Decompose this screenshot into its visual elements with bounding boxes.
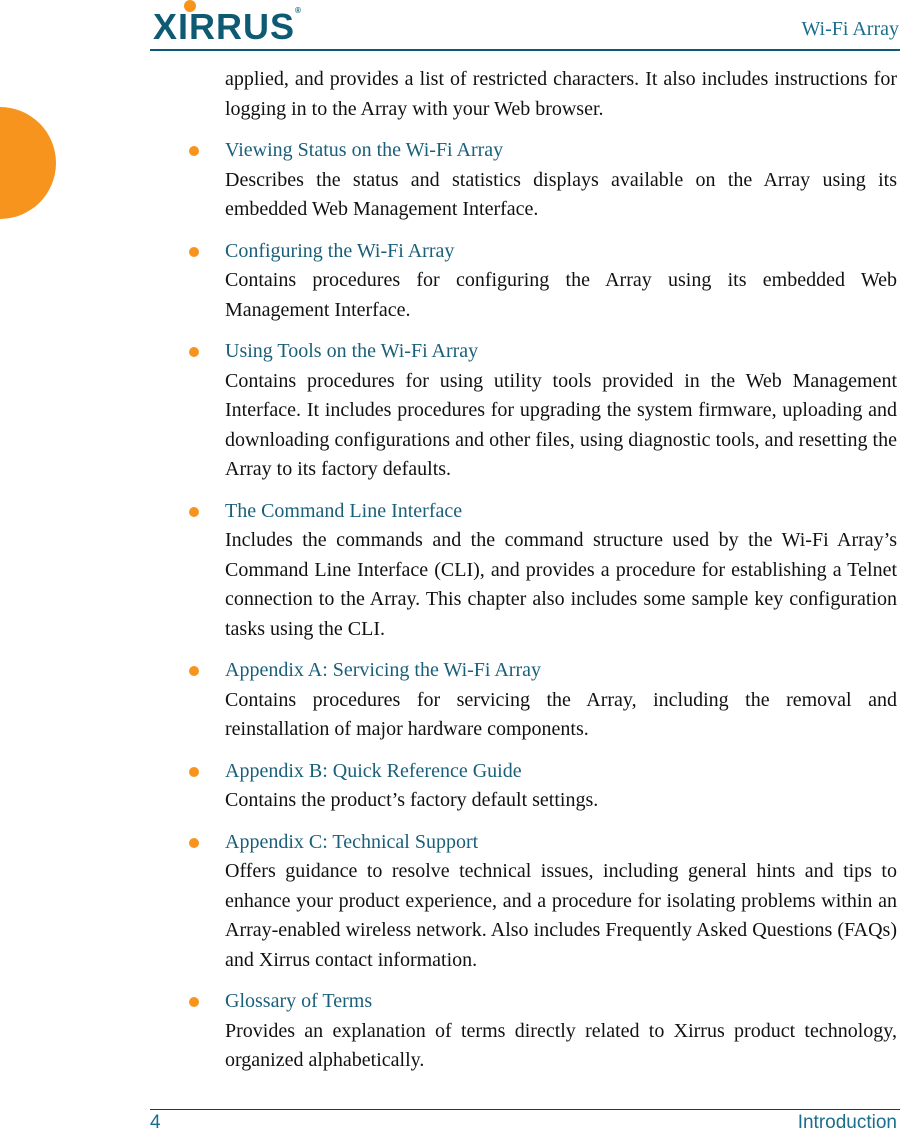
chapter-description: Contains procedures for using utility tools provided in the Web Management Interface. It includes procedures for upgrading the system firmware, uploading and downloading configurations and other files, using diagnostic tools, and resetting the Array to its factory defaults.	[225, 369, 897, 480]
chapter-link[interactable]: Glossary of Terms	[225, 990, 373, 1012]
chapter-description: Offers guidance to resolve technical issues, including general hints and tips to enhance your product experience, and a procedure for isolating problems within an Array-enabled wireless network. Also includes Frequently Asked Questions (FAQs) and Xirrus contact information.	[225, 860, 897, 971]
chapter-list-item	[225, 237, 897, 326]
bullet-icon	[189, 997, 199, 1007]
chapter-description: Contains procedures for configuring the Array using its embedded Web Management Interface.	[225, 269, 897, 321]
footer-section: Introduction	[797, 1112, 897, 1133]
chapter-description: Contains the product’s factory default settings.	[225, 789, 599, 811]
chapter-description: Includes the commands and the command structure used by the Wi-Fi Array’s Command Line Interface (CLI), and provides a procedure for establishing a Telnet connection to the Array. This chapter also includes some sample key configuration tasks using the CLI.	[225, 529, 897, 640]
logo-text: XIRRUS	[153, 6, 296, 47]
chapter-list-item	[225, 987, 897, 1076]
chapter-list-item	[225, 497, 897, 645]
chapter-list	[225, 136, 897, 1076]
chapter-list-item	[225, 656, 897, 745]
bullet-icon	[189, 247, 199, 257]
page-number: 4	[150, 1112, 161, 1133]
intro-paragraph: applied, and provides a list of restricted characters. It also includes instructions for logging in to the Array with your Web browser.	[225, 68, 897, 120]
chapter-description: Describes the status and statistics displays available on the Array using its embedded Web Management Interface.	[225, 168, 897, 220]
footer-divider	[150, 1109, 900, 1110]
chapter-link[interactable]: Configuring the Wi-Fi Array	[225, 239, 455, 262]
chapter-tab-marker	[0, 107, 56, 219]
chapter-list-item	[225, 757, 897, 816]
chapter-description: Contains procedures for servicing the Array, including the removal and reinstallation of major hardware components.	[225, 688, 897, 740]
bullet-icon	[189, 767, 199, 777]
chapter-link[interactable]: Appendix C: Technical Support	[225, 830, 479, 853]
bullet-icon	[189, 666, 199, 676]
page-content	[225, 65, 897, 1076]
chapter-link[interactable]: Appendix A: Servicing the Wi-Fi Array	[225, 659, 542, 681]
chapter-link[interactable]: Appendix B: Quick Reference Guide	[225, 759, 522, 782]
chapter-link[interactable]: Using Tools on the Wi-Fi Array	[225, 340, 479, 362]
bullet-icon	[189, 347, 199, 357]
chapter-list-item	[225, 828, 897, 976]
chapter-link[interactable]: The Command Line Interface	[225, 499, 463, 522]
bullet-icon	[189, 146, 199, 156]
bullet-icon	[189, 507, 199, 517]
chapter-list-item	[225, 337, 897, 485]
header-divider	[150, 49, 900, 51]
chapter-list-item	[225, 136, 897, 225]
header-title: Wi-Fi Array	[801, 18, 899, 40]
bullet-icon	[189, 838, 199, 848]
chapter-description: Provides an explanation of terms directly related to Xirrus product technology, organized alphabetically.	[225, 1019, 897, 1071]
xirrus-logo: XIRRUS®	[153, 6, 302, 47]
chapter-link[interactable]: Viewing Status on the Wi-Fi Array	[225, 139, 504, 161]
